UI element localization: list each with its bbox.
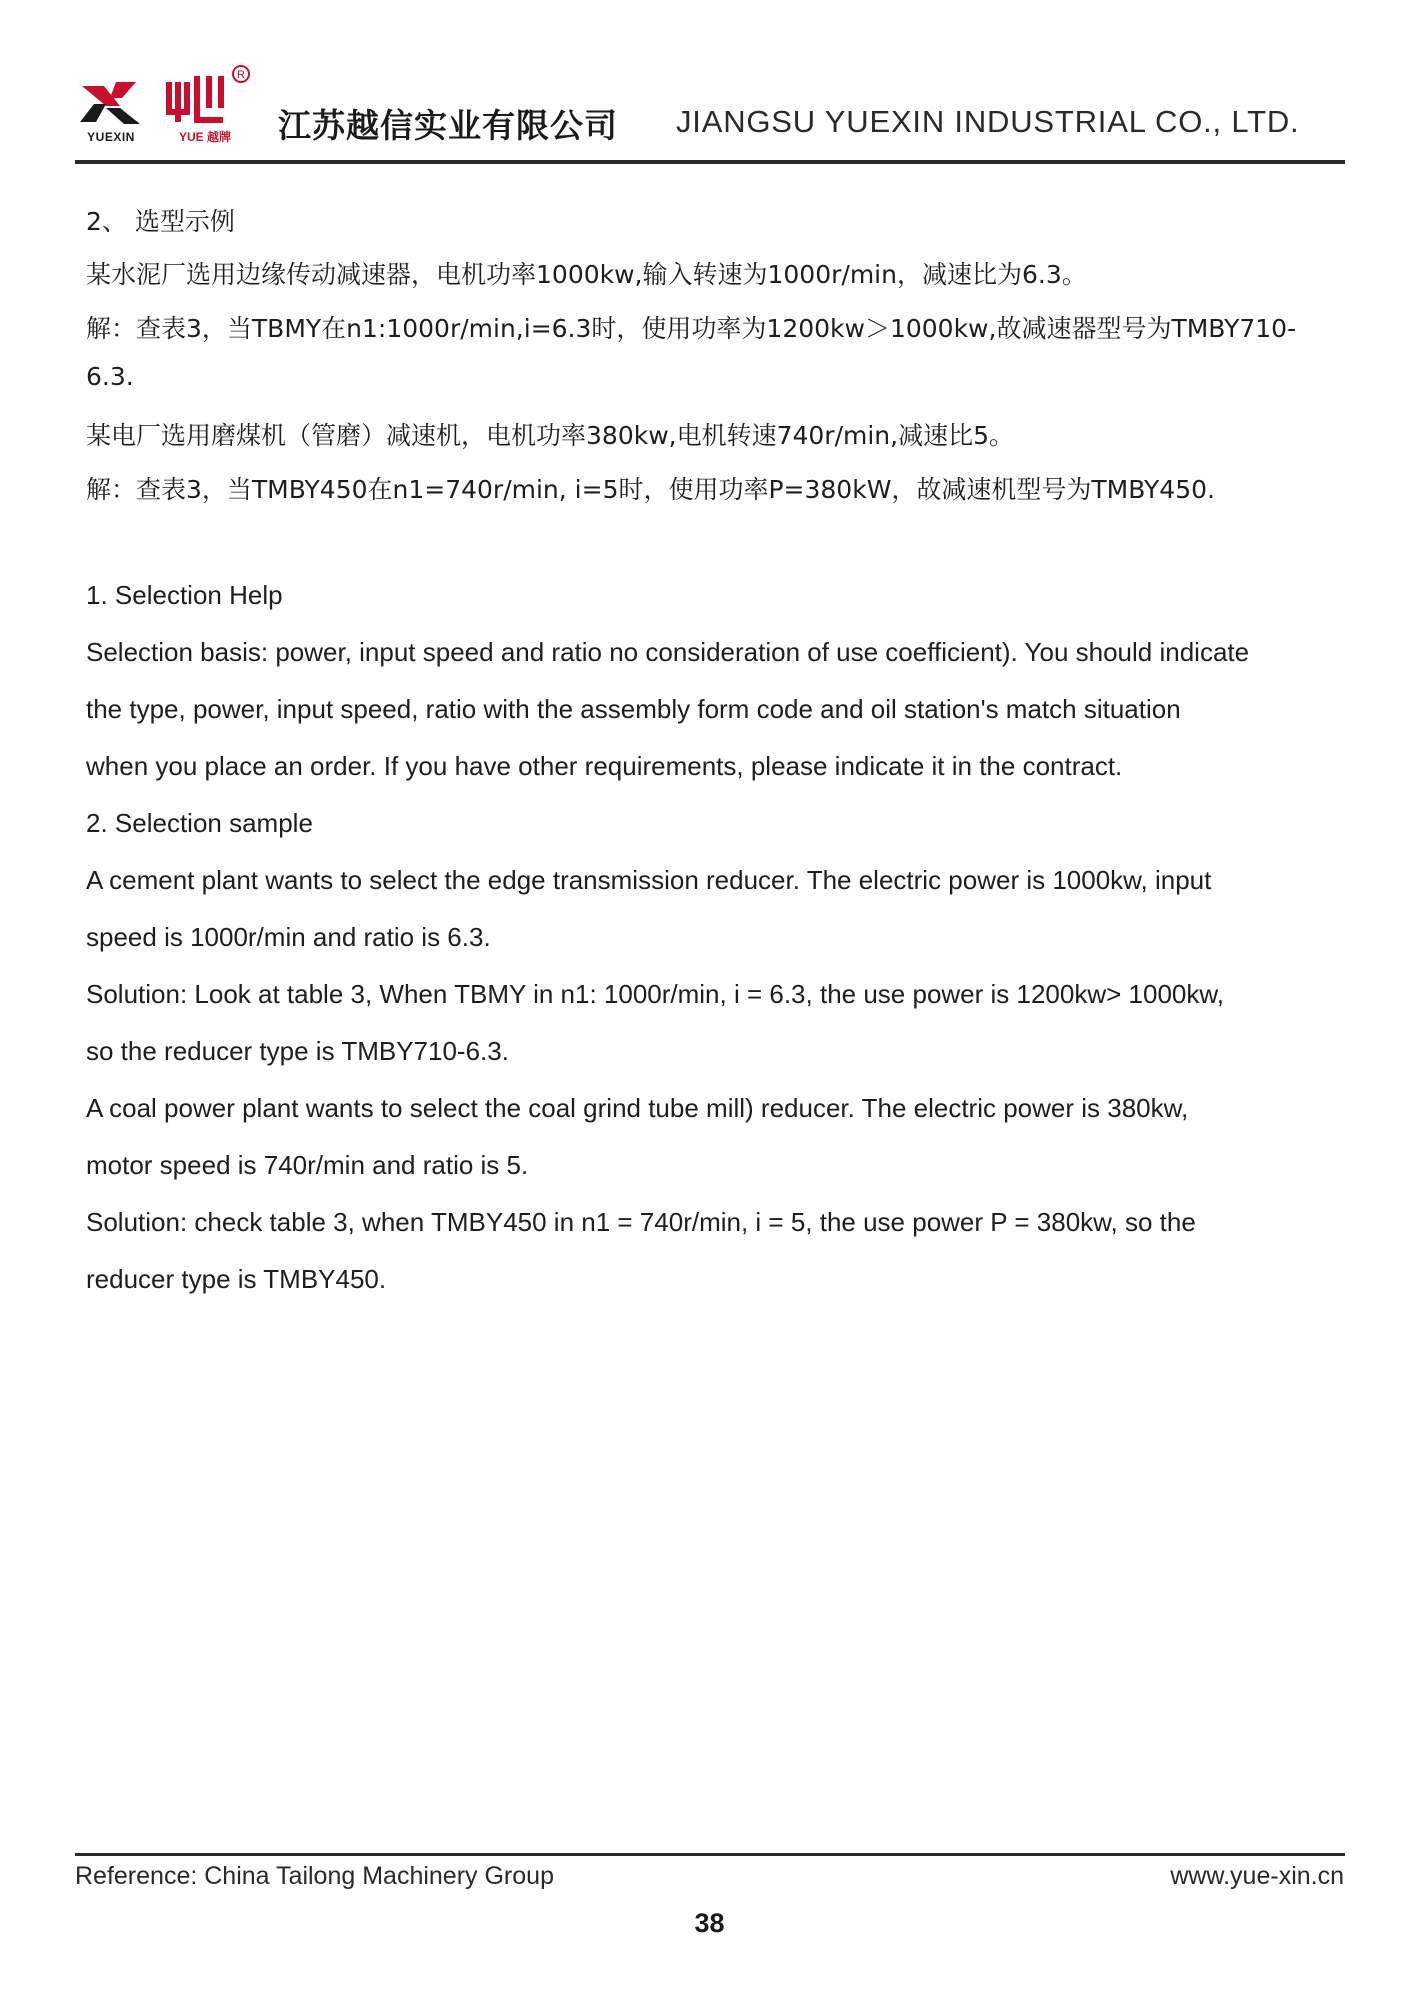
yuexin-logo (76, 78, 146, 144)
page-number: 38 (694, 1908, 725, 1938)
en-paragraph: when you place an order. If you have other requirements, please indicate it in the contract. (86, 751, 1123, 781)
en-paragraph: Solution: Look at table 3, When TBMY in n1: 1000r/min, i = 6.3, the use power is 1200kw> 1000kw, (86, 979, 1224, 1009)
company-name-cn: 江苏越信实业有限公司 (278, 106, 618, 145)
cn-paragraph: 解：查表3，当TMBY450在n1=740r/min, i=5时，使用功率P=380kW，故减速机型号为TMBY450. (86, 475, 1215, 504)
svg-text:R: R (237, 69, 245, 81)
cn-paragraph: 6.3. (86, 362, 134, 391)
cn-paragraph: 解：查表3，当TBMY在n1:1000r/min,i=6.3时，使用功率为1200kw＞1000kw,故减速器型号为TMBY710- (86, 314, 1297, 343)
logo-right-text: YUE 越牌 (178, 130, 231, 144)
footer-divider (75, 1853, 1345, 1856)
cn-paragraph: 某电厂选用磨煤机（管磨）减速机，电机功率380kw,电机转速740r/min,减速比5。 (86, 421, 1015, 450)
yue-brand-emblem-icon (163, 62, 253, 128)
logo-left-text: YUEXIN (87, 130, 135, 144)
en-paragraph: speed is 1000r/min and ratio is 6.3. (86, 922, 491, 952)
cn-section-heading: 2、 选型示例 (86, 207, 235, 236)
en-paragraph: Selection basis: power, input speed and ratio no consideration of use coefficient). You should indicate (86, 637, 1250, 667)
en-section-heading: 2. Selection sample (86, 808, 313, 838)
en-paragraph: A coal power plant wants to select the coal grind tube mill) reducer. The electric power is 380kw, (86, 1093, 1189, 1123)
footer-website-link[interactable]: www.yue-xin.cn (1170, 1862, 1344, 1890)
header-divider (75, 160, 1345, 164)
company-name-en: JIANGSU YUEXIN INDUSTRIAL CO., LTD. (676, 104, 1300, 139)
en-paragraph: so the reducer type is TMBY710-6.3. (86, 1036, 509, 1066)
cn-paragraph: 某水泥厂选用边缘传动减速器，电机功率1000kw,输入转速为1000r/min，减速比为6.3。 (86, 260, 1087, 289)
en-section-heading: 1. Selection Help (86, 580, 283, 610)
page-header (0, 0, 1419, 170)
en-paragraph: reducer type is TMBY450. (86, 1264, 387, 1294)
en-paragraph: motor speed is 740r/min and ratio is 5. (86, 1150, 529, 1180)
footer-reference: Reference: China Tailong Machinery Group (75, 1862, 554, 1890)
yuexin-emblem-icon (76, 78, 146, 128)
en-paragraph: Solution: check table 3, when TMBY450 in n1 = 740r/min, i = 5, the use power P = 380kw, so the (86, 1207, 1196, 1237)
en-paragraph: A cement plant wants to select the edge transmission reducer. The electric power is 1000kw, input (86, 865, 1212, 895)
yue-brand-logo (163, 62, 253, 144)
en-paragraph: the type, power, input speed, ratio with the assembly form code and oil station's match situation (86, 694, 1181, 724)
